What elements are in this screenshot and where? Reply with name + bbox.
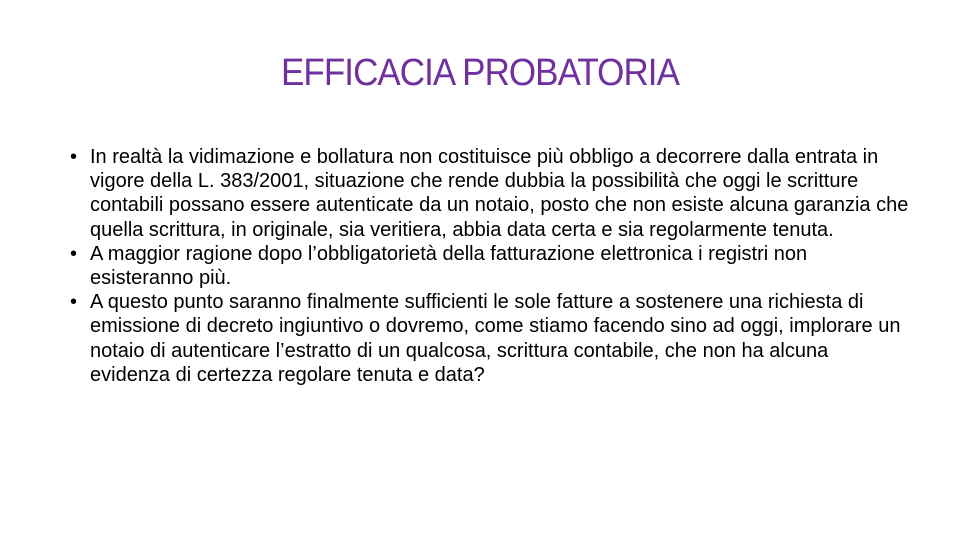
bullet-icon: • xyxy=(70,242,78,265)
bullet-icon: • xyxy=(70,291,78,314)
bullet-item xyxy=(70,145,910,242)
bullet-icon: • xyxy=(70,146,78,168)
bullet-text: A maggior ragione dopo l’obbligatorietà della fatturazione elettronica i registri non esisteranno più. xyxy=(90,242,808,290)
bullet-item xyxy=(70,290,910,387)
slide-title: EFFICACIA PROBATORIA xyxy=(281,52,679,94)
bullet-list xyxy=(70,145,910,387)
bullet-item xyxy=(70,242,910,290)
bullet-text: A questo punto saranno finalmente sufficienti le sole fatture a sostenere una richiesta di emissione di decreto ingiuntivo o dovremo, come stiamo facendo sino ad oggi, implorare un notaio di autenticare l’estratto di un qualcosa, scrittura contabile, che non ha alcuna evidenza di certezza regolare tenuta e data? xyxy=(90,291,901,386)
bullet-text: In realtà la vidimazione e bollatura non costituisce più obbligo a decorrere dalla entrata in vigore della L. 383/2001, situazione che rende dubbia la possibilità che oggi le scritture contabili possano essere autenticate da un notaio, posto che non esiste alcuna garanzia che quella scrittura, in originale, sia veritiera, abbia data certa e sia regolarmente tenuta. xyxy=(90,146,909,241)
